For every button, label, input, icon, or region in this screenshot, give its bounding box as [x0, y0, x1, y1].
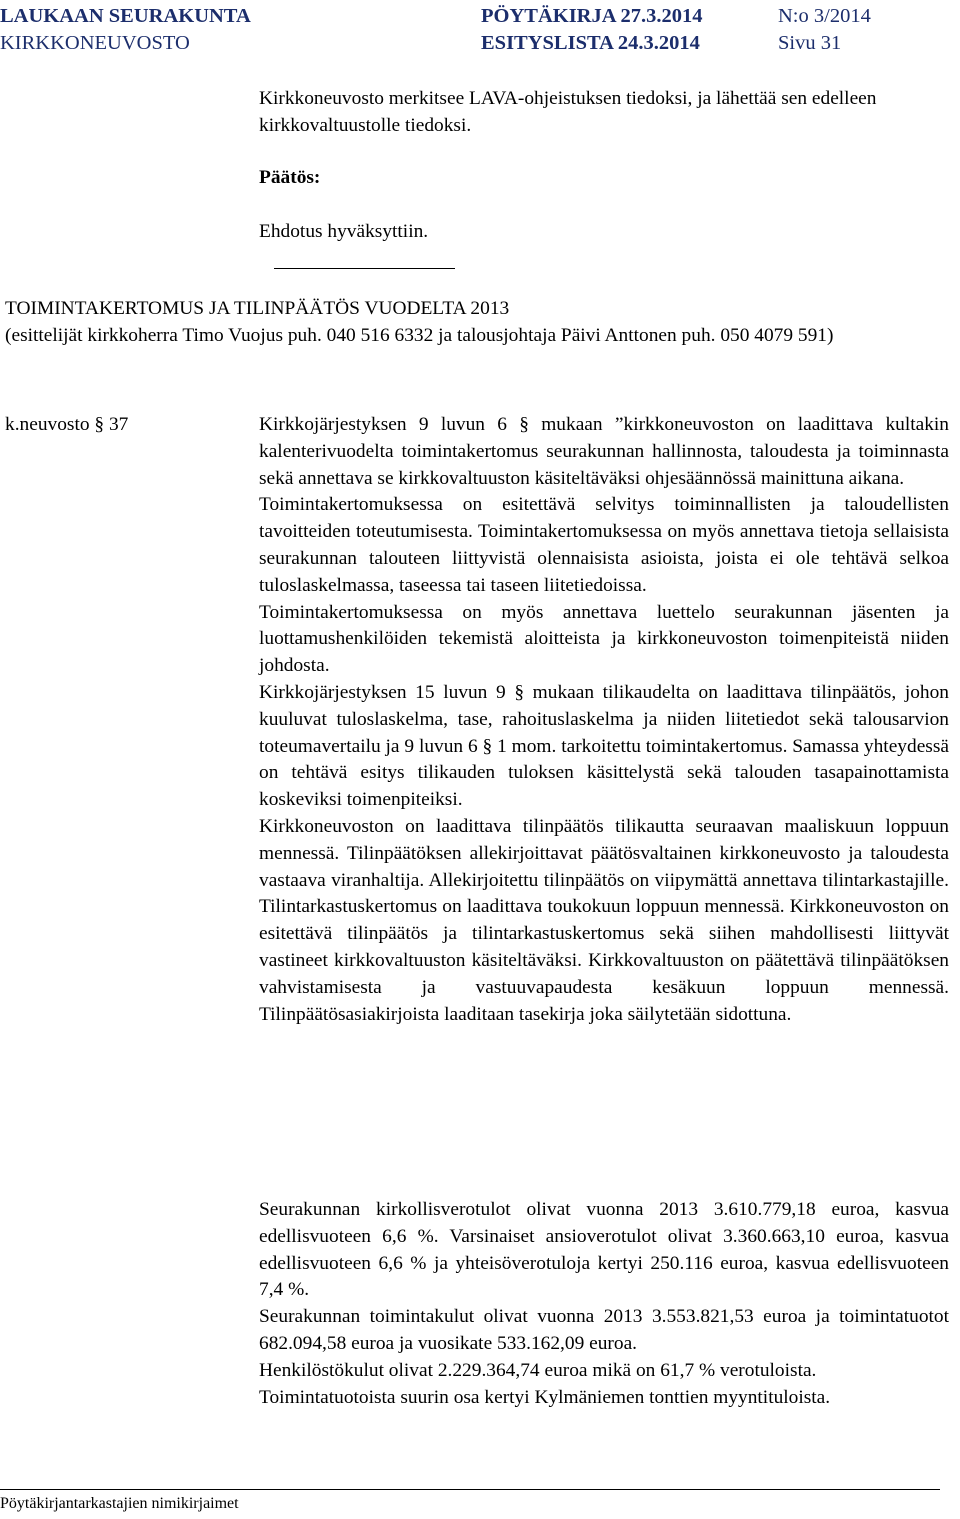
decision-label-block: [259, 165, 949, 192]
finance-paragraph-3: Henkilöstökulut olivat 2.229.364,74 euroa mikä on 61,7 % verotuloista.: [259, 1359, 817, 1381]
paragraph-2: Toimintakertomuksessa on esitettävä selvitys toiminnallisten ja taloudellisten tavoitteiden toteutumisesta. Toimintakertomuksessa on myös annettava tietoja sellaisista seurakunnan talouteen liittyvistä olennaisista asioista, joista ei ole tehtävä selkoa tuloslaskelmassa, taseessa tai taseen liitetiedoissa.: [259, 494, 949, 596]
meeting-item-label: k.neuvosto § 37: [5, 414, 129, 435]
main-text-block: [259, 412, 949, 1028]
section-heading: [5, 296, 945, 350]
footer-line: [0, 1489, 940, 1490]
paragraph-3: Toimintakertomuksessa on myös annettava luettelo seurakunnan jäsenten ja luottamushenkilöiden tekemistä aloitteista ja kirkkoneuvoston toimenpiteistä niiden johdosta.: [259, 601, 949, 677]
document-header: [0, 3, 960, 57]
intro-paragraph: Kirkkoneuvosto merkitsee LAVA-ohjeistuksen tiedoksi, ja lähettää sen edelleen kirkkovaltuustolle tiedoksi.: [259, 88, 877, 136]
finance-paragraph-2: Seurakunnan toimintakulut olivat vuonna 2013 3.553.821,53 euroa ja toimintatuotot 682.094,58 euroa ja vuosikate 533.162,09 euroa.: [259, 1306, 949, 1354]
intro-text-block: [259, 86, 949, 140]
paragraph-4: Kirkkojärjestyksen 15 luvun 9 § mukaan tilikaudelta on laadittava tilinpäätös, johon kuuluvat tuloslaskelma, tase, rahoituslaskelma ja niiden liitetiedot sekä talousarvion toteumavertailu ja 9 luvun 6 § 1 mom. tarkoitettu toimintakertomus. Samassa yhteydessä on tehtävä esitys tilikauden tuloksen käsittelystä sekä talouden tasapainottamista koskeviksi toimenpiteiksi.: [259, 681, 949, 811]
finance-paragraph-4: Toimintatuotoista suurin osa kertyi Kylmäniemen tonttien myyntituloista.: [259, 1386, 831, 1408]
finance-paragraph-1: Seurakunnan kirkollisverotulot olivat vuonna 2013 3.610.779,18 euroa, kasvua edellisvuoteen 6,6 %. Varsinaiset ansioverotulot olivat 3.360.663,10 euroa, kasvua edellisvuoteen 6,6 % ja yhteisöverotuloja kertyi 250.116 euroa, kasvua edellisvuoteen 7,4 %.: [259, 1199, 949, 1301]
finance-text-block: [259, 1197, 949, 1411]
footer-initials-label: Pöytäkirjantarkastajien nimikirjaimet: [0, 1495, 239, 1512]
section-presenters: (esittelijät kirkkoherra Timo Vuojus puh. 040 516 6332 ja talousjohtaja Päivi Anttonen puh. 050 4079 591): [5, 324, 834, 346]
header-page: Sivu 31: [778, 32, 842, 54]
header-body: KIRKKONEUVOSTO: [0, 32, 190, 54]
header-org: LAUKAAN SEURAKUNTA: [0, 5, 251, 27]
section-title: TOIMINTAKERTOMUS JA TILINPÄÄTÖS VUODELTA 2013: [5, 298, 510, 319]
separator-line: [274, 268, 455, 269]
decision-text-block: [259, 219, 949, 246]
header-minutes: PÖYTÄKIRJA 27.3.2014: [481, 5, 703, 27]
decision-label: Päätös:: [259, 167, 321, 188]
header-agenda: ESITYSLISTA 24.3.2014: [481, 32, 700, 54]
paragraph-1: Kirkkojärjestyksen 9 luvun 6 § mukaan ”kirkkoneuvoston on laadittava kultakin kalenterivuodelta toimintakertomus seurakunnan hallinnosta, taloudesta ja toiminnasta sekä annettava se kirkkovaltuuston käsiteltäväksi ohjesäännössä mainittuna aikana.: [259, 414, 949, 489]
decision-text: Ehdotus hyväksyttiin.: [259, 221, 429, 242]
header-number: N:o 3/2014: [778, 5, 871, 27]
paragraph-5: Kirkkoneuvoston on laadittava tilinpäätös tilikautta seuraavan maaliskuun loppuun mennessä. Tilinpäätöksen allekirjoittavat päätösvaltainen kirkkoneuvosto ja taloudesta vastaava viranhaltija. Allekirjoitettu tilinpäätös on viipymättä annettava tilintarkastajille. Tilintarkastuskertomus on laadittava toukokuun loppuun mennessä. Kirkkoneuvoston on esitettävä tilinpäätös ja tilintarkastuskertomus sekä siihen mahdollisesti liittyvät vastineet kirkkovaltuuston käsiteltäväksi. Kirkkovaltuuston on päätettävä tilinpäätöksen vahvistamisesta ja vastuuvapaudesta kesäkuun loppuun mennessä. Tilinpäätösasiakirjoista laaditaan tasekirja joka säilytetään sidottuna.: [259, 815, 949, 1025]
